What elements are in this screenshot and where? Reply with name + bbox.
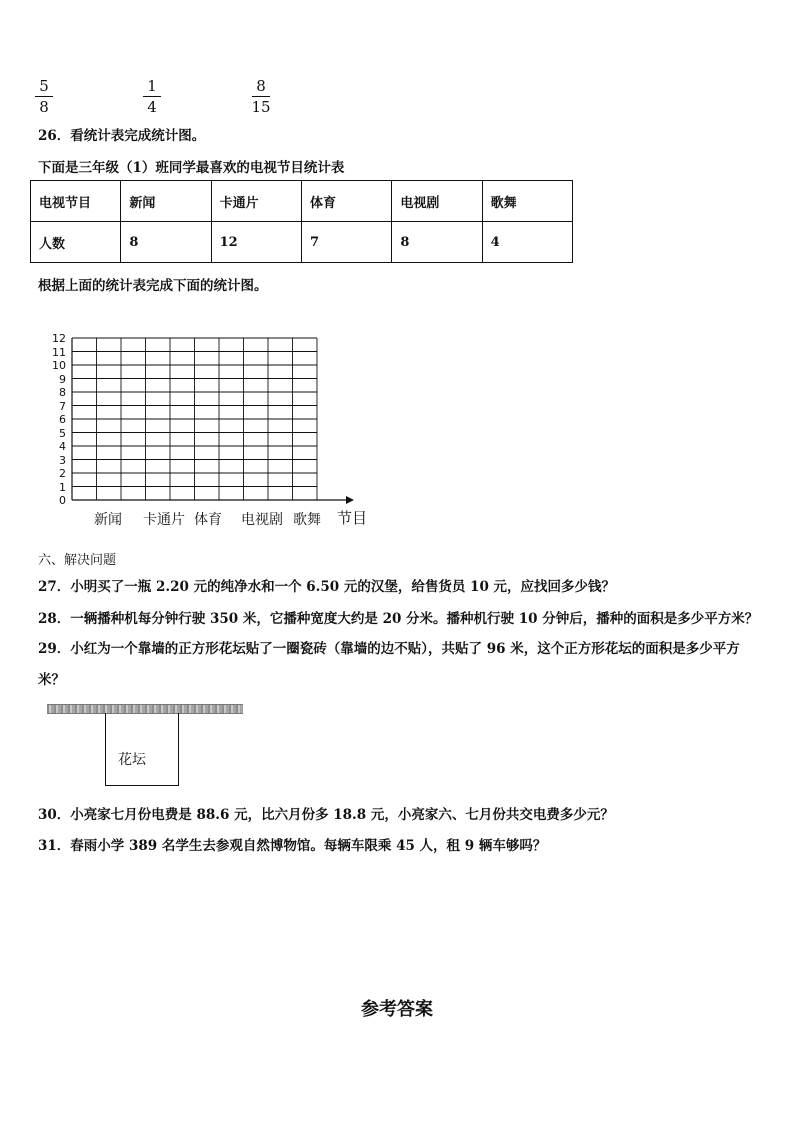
- table-cell: 电视剧: [392, 181, 482, 222]
- section-6-title: 六、解决问题: [38, 553, 117, 568]
- y-tick-label: 5: [59, 426, 66, 440]
- y-tick-label: 10: [52, 359, 66, 372]
- question-29-line1: 29．小红为一个靠墙的正方形花坛贴了一圈瓷砖（靠墙的边不贴），共贴了 96 米，这个正方形花坛的面积是多少平方: [38, 641, 740, 657]
- question-28: 28．一辆播种机每分钟行驶 350 米，它播种宽度大约是 20 分米。播种机行驶 10 分钟后，播种的面积是多少平方米？: [38, 611, 759, 627]
- y-tick-label: 11: [52, 345, 66, 359]
- table-cell: 4: [482, 222, 572, 263]
- x-tick-label: 体育: [194, 511, 222, 527]
- y-tick-label: 9: [59, 372, 66, 386]
- table-cell: 人数: [31, 222, 121, 263]
- table-cell: 新闻: [121, 181, 211, 222]
- y-tick-label: 3: [59, 453, 66, 467]
- answers-title: 参考答案: [361, 999, 433, 1020]
- question-27: 27．小明买了一瓶 2.20 元的纯净水和一个 6.50 元的汉堡，给售货员 10 元，应找回多少钱？: [38, 579, 616, 595]
- fraction-numerator: 1: [147, 77, 157, 95]
- table-cell: 电视节目: [31, 181, 121, 222]
- y-tick-label: 8: [59, 386, 66, 399]
- fraction-numerator: 5: [39, 77, 49, 95]
- y-tick-label: 1: [59, 480, 66, 494]
- y-tick-label: 2: [59, 467, 66, 480]
- table-cell: 体育: [302, 181, 392, 222]
- chart-grid-lines: [72, 338, 317, 500]
- y-tick-label: 12: [52, 332, 66, 345]
- table-caption: 下面是三年级（1）班同学最喜欢的电视节目统计表: [38, 160, 345, 176]
- table-cell: 歌舞: [482, 181, 572, 222]
- question-30: 30．小亮家七月份电费是 88.6 元，比六月份多 18.8 元，小亮家六、七月份共交电费多少元？: [38, 807, 614, 823]
- table-cell: 7: [302, 222, 392, 263]
- table-cell: 8: [392, 222, 482, 263]
- table-cell: 卡通片: [211, 181, 301, 222]
- x-tick-label: 电视剧: [241, 511, 283, 527]
- fraction-denominator: 15: [251, 98, 271, 116]
- table-cell: 12: [211, 222, 301, 263]
- table-cell: 8: [121, 222, 211, 263]
- x-tick-label: 卡通片: [143, 511, 185, 527]
- x-tick-label: 歌舞: [293, 511, 321, 527]
- x-tick-label: 新闻: [94, 511, 122, 527]
- fraction-denominator: 4: [147, 98, 157, 116]
- chart-instruction: 根据上面的统计表完成下面的统计图。: [38, 278, 268, 294]
- x-axis-label: 节目: [337, 510, 368, 527]
- question-26-title: 26．看统计表完成统计图。: [38, 128, 206, 144]
- question-31: 31．春雨小学 389 名学生去参观自然博物馆。每辆车限乘 45 人，租 9 辆车够吗？: [38, 838, 547, 854]
- flowerbed-label: 花坛: [118, 751, 146, 767]
- y-tick-label: 6: [59, 413, 66, 426]
- y-tick-label: 0: [59, 494, 66, 507]
- x-axis-arrow: [346, 496, 354, 504]
- y-tick-label: 4: [59, 440, 66, 453]
- fraction-denominator: 8: [39, 98, 49, 116]
- fraction-numerator: 8: [256, 77, 266, 95]
- y-tick-label: 7: [59, 399, 66, 413]
- question-29-line2: 米？: [38, 672, 65, 688]
